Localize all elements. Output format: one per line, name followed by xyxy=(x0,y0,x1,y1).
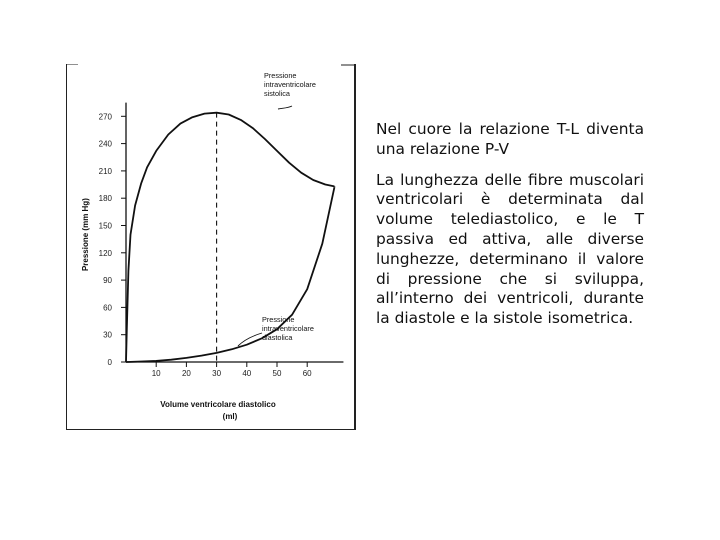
systolic-annotation-line-3: sistolica xyxy=(264,89,290,98)
y-tick-label: 60 xyxy=(103,303,112,313)
systolic-annotation xyxy=(264,71,316,109)
text-panel-heading: Nel cuore la relazione T-L diventa una relazione P-V xyxy=(376,120,644,158)
diastolic-annotation-line-3: diastolica xyxy=(262,333,293,342)
x-axis-title: Volume ventricolare diastolico xyxy=(160,400,276,409)
x-tick-label: 10 xyxy=(151,369,161,378)
x-tick-label: 30 xyxy=(212,369,222,378)
y-tick-label: 210 xyxy=(98,166,112,176)
pressure-volume-chart xyxy=(66,64,356,430)
y-tick-label: 150 xyxy=(98,221,112,231)
y-tick-label: 0 xyxy=(107,358,112,367)
x-tick-label: 60 xyxy=(302,369,312,378)
systolic-annotation-line-2: intraventricolare xyxy=(264,80,316,89)
y-tick-label: 30 xyxy=(103,330,112,340)
y-tick-label: 90 xyxy=(103,276,112,286)
chart-figure xyxy=(66,64,356,430)
x-tick-label: 40 xyxy=(242,369,252,378)
y-tick-label: 120 xyxy=(98,248,112,258)
text-panel-body: La lunghezza delle fibre muscolari ventricolari è determinata dal volume telediastolico, e le T passiva ed attiva, alle diverse lunghezze, determinano il valore di pressione che si sviluppa, all’interno dei ventricoli, durante la diastole e la sistole isometrica. xyxy=(376,170,644,328)
diastolic-pressure-curve xyxy=(126,187,334,362)
diastolic-annotation xyxy=(238,315,314,346)
text-panel xyxy=(376,120,644,329)
systolic-annotation-line-1: Pressione xyxy=(264,71,297,80)
diastolic-annotation-line-1: Pressione xyxy=(262,315,295,324)
y-tick-label: 240 xyxy=(98,139,112,149)
x-tick-label: 20 xyxy=(181,369,191,378)
y-tick-label: 180 xyxy=(98,194,112,204)
x-tick-label: 50 xyxy=(272,369,282,378)
systolic-annotation-leader xyxy=(278,106,292,109)
x-axis-unit: (ml) xyxy=(222,412,238,421)
diastolic-annotation-line-2: intraventricolare xyxy=(262,324,314,333)
y-tick-label: 270 xyxy=(98,112,112,122)
y-axis-title: Pressione (mm Hg) xyxy=(81,198,90,272)
